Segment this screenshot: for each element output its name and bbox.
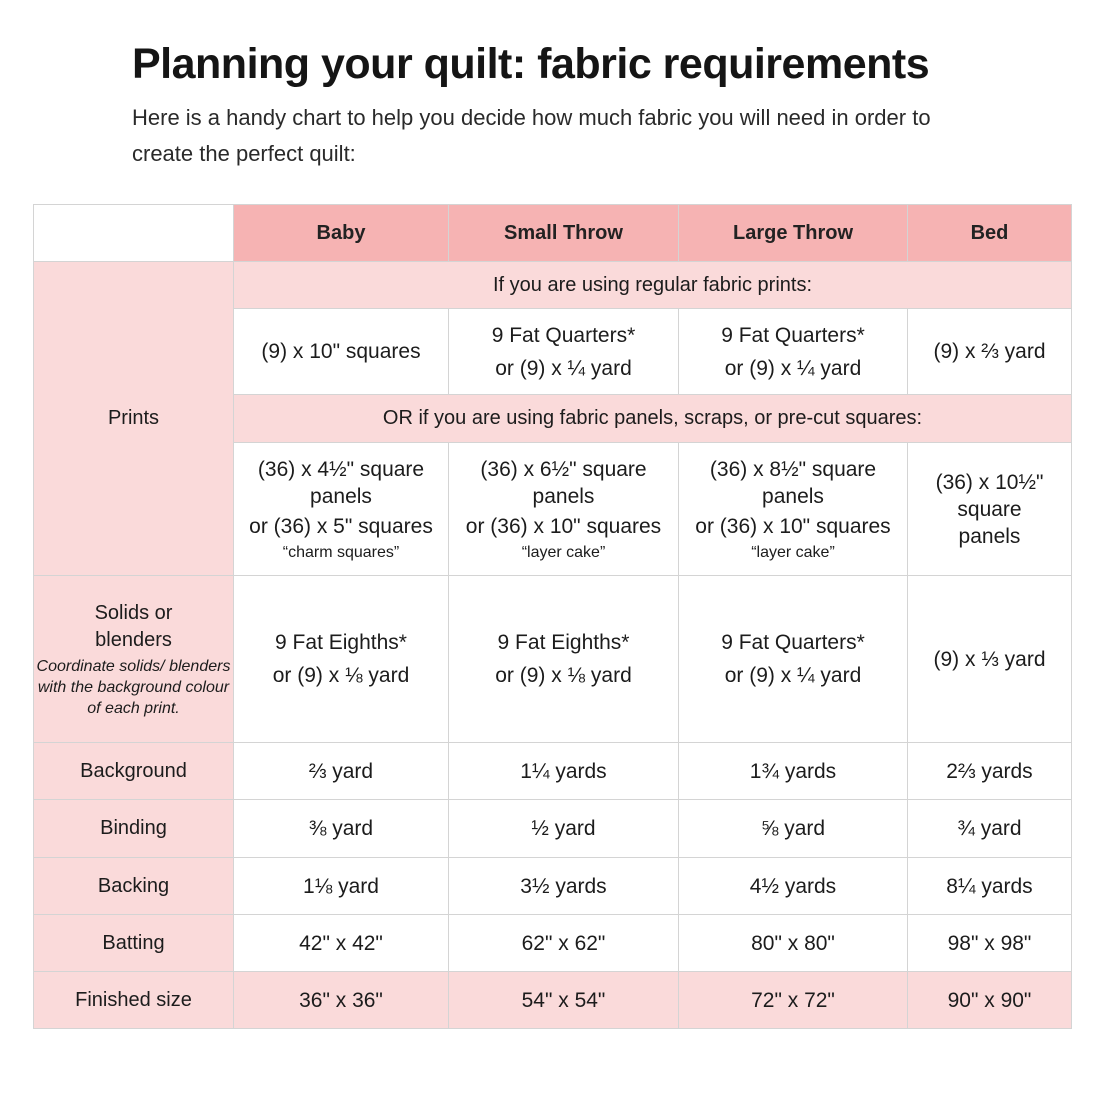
solids-small-throw [449,576,679,743]
column-header-baby: Baby [234,205,449,262]
cell-line: panels [310,485,372,508]
cell-line: (9) x ⅓ yard [933,647,1046,671]
batting-baby: 42" x 42" [234,915,449,972]
backing-large-throw: 4½ yards [679,858,908,915]
cell-line: panels [532,485,595,508]
cell-line: (9) x ⅔ yard [933,340,1046,363]
solids-note: Coordinate solids/ blenders with the background colour of each print. [36,657,231,717]
batting-bed: 98" x 98" [908,915,1072,972]
finished-size-small-throw: 54" x 54" [449,972,679,1029]
row-label-finished-size: Finished size [34,972,234,1029]
page-title: Planning your quilt: fabric requirements [132,40,930,88]
header-corner [34,205,234,262]
cell-line: (36) x 10½" [935,470,1044,494]
cell-note: “layer cake” [751,544,835,561]
batting-large-throw: 80" x 80" [679,915,908,972]
backing-bed: 8¼ yards [908,858,1072,915]
background-bed: 2⅔ yards [908,743,1072,800]
binding-large-throw: ⅝ yard [679,800,908,858]
prints-panels-bed [908,443,1072,576]
cell-line: or (9) x ¼ yard [495,356,632,380]
background-large-throw: 1¾ yards [679,743,908,800]
regular-prints-heading: If you are using regular fabric prints: [234,262,1072,309]
cell-line: or (36) x 10" squares [695,515,891,538]
row-label-prints: Prints [34,262,234,576]
background-baby: ⅔ yard [234,743,449,800]
cell-line: or (9) x ¼ yard [724,356,862,380]
batting-small-throw: 62" x 62" [449,915,679,972]
prints-regular-small-throw [449,309,679,395]
cell-line: panels [762,485,824,508]
cell-line: or (36) x 10" squares [465,515,662,538]
cell-line: or (9) x ¼ yard [724,664,862,687]
cell-line: square [957,497,1022,521]
cell-line: 9 Fat Quarters* [491,323,636,347]
cell-line: or (9) x ⅛ yard [495,664,632,687]
cell-note: “layer cake” [521,544,606,561]
cell-line: 9 Fat Quarters* [721,323,865,347]
row-label-solids [34,576,234,743]
row-label-batting: Batting [34,915,234,972]
cell-line: (36) x 4½" square [257,458,425,481]
panels-heading: OR if you are using fabric panels, scraps, or pre-cut squares: [234,395,1072,443]
prints-regular-baby [234,309,449,395]
cell-line: 9 Fat Eighths* [497,631,630,654]
cell-line: (36) x 6½" square [480,458,647,481]
cell-line: panels [958,524,1021,548]
row-label-line: Solids or [94,601,173,624]
solids-bed [908,576,1072,743]
binding-baby: ⅜ yard [234,800,449,858]
backing-baby: 1⅛ yard [234,858,449,915]
column-header-large-throw: Large Throw [679,205,908,262]
cell-line: (9) x 10" squares [261,340,421,363]
cell-line: (36) x 8½" square [709,458,877,481]
prints-panels-baby [234,443,449,576]
background-small-throw: 1¼ yards [449,743,679,800]
cell-note: “charm squares” [282,544,400,561]
row-label-background: Background [34,743,234,800]
fabric-requirements-table [33,204,1072,1029]
finished-size-bed: 90" x 90" [908,972,1072,1029]
cell-line: 9 Fat Eighths* [275,631,407,654]
column-header-bed: Bed [908,205,1072,262]
finished-size-large-throw: 72" x 72" [679,972,908,1029]
prints-regular-large-throw [679,309,908,395]
prints-regular-bed [908,309,1072,395]
binding-bed: ¾ yard [908,800,1072,858]
finished-size-baby: 36" x 36" [234,972,449,1029]
solids-large-throw [679,576,908,743]
binding-small-throw: ½ yard [449,800,679,858]
solids-baby [234,576,449,743]
cell-line: or (9) x ⅛ yard [272,664,410,687]
prints-panels-large-throw [679,443,908,576]
intro-text: Here is a handy chart to help you decide how much fabric you will need in order to create the perfect quilt: [132,105,931,166]
column-header-small-throw: Small Throw [449,205,679,262]
row-label-backing: Backing [34,858,234,915]
row-label-binding: Binding [34,800,234,858]
row-label-line: blenders [95,628,172,651]
prints-panels-small-throw [449,443,679,576]
cell-line: 9 Fat Quarters* [721,631,865,654]
cell-line: or (36) x 5" squares [249,515,433,538]
backing-small-throw: 3½ yards [449,858,679,915]
